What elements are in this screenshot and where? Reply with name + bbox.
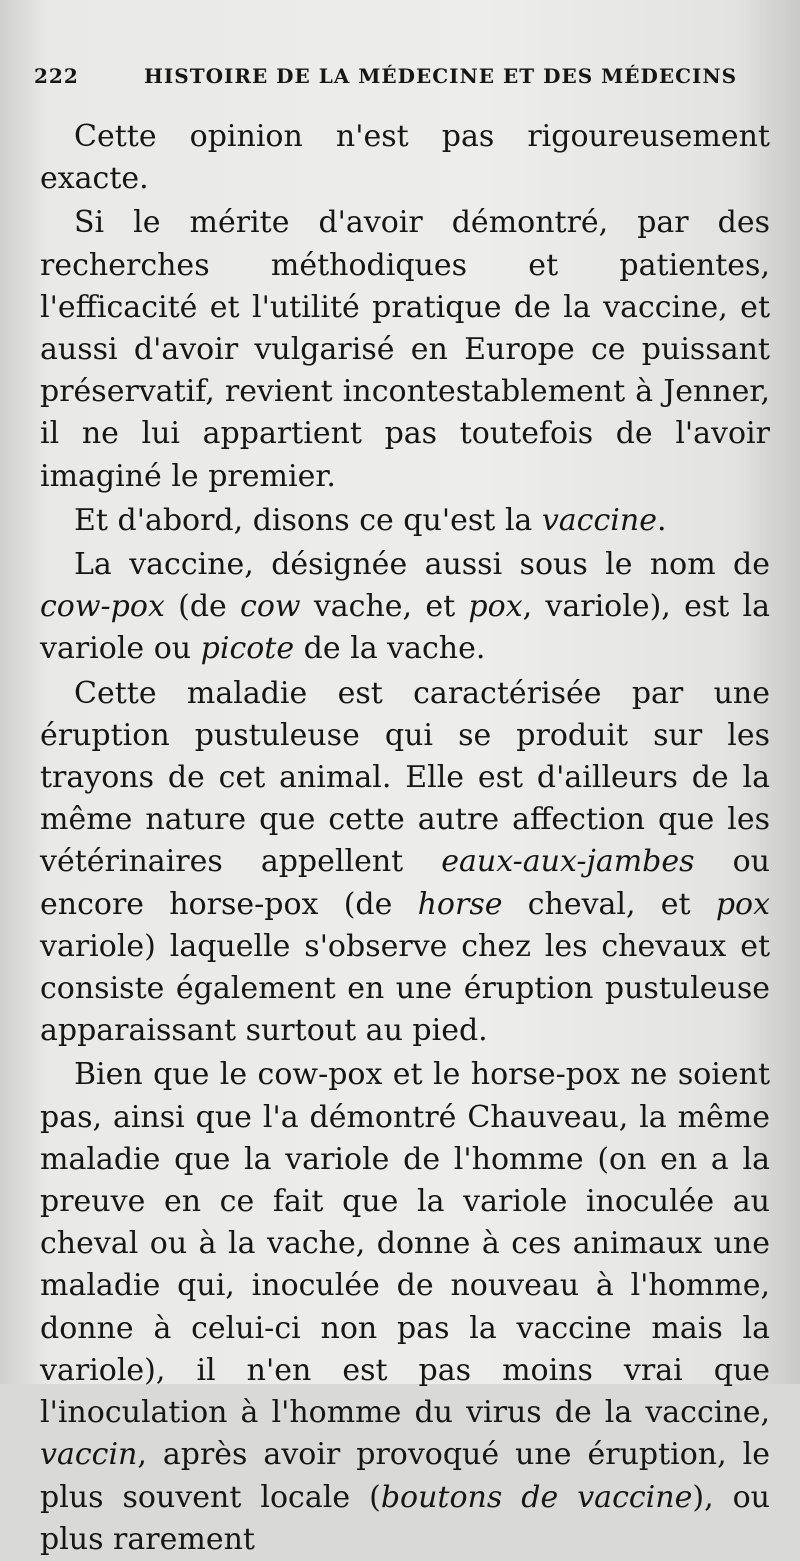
italic-term: cow-pox [40,589,165,625]
page-header [34,64,770,92]
text-run: La vaccine, désignée aussi sous le nom de [74,547,770,583]
running-head: HISTOIRE DE LA MÉDECINE ET DES MÉDECINS [144,64,738,88]
text-run: (de [164,589,241,625]
italic-term: vaccin [40,1437,138,1473]
page-number: 222 [34,64,79,88]
text-run: ), ou plus rarement [40,1479,770,1557]
text-run: Bien que le cow-pox et le horse-pox ne soient pas, ainsi que l'a démontré Chauveau, la même maladie que la variole de l'homme (on en a la preuve en ce fait que la variole inoculée au cheval ou à la vache, donne à ces animaux une maladie qui, inoculée de nouveau à l'homme, donne à celui-ci non pas la vaccine mais la variole), il n'en est pas moins vrai que l'inoculation à l'homme du virus de la vaccine, [40,1057,770,1431]
text-run: vache, et [300,589,469,625]
text-run: ou encore horse-pox (de [40,844,770,922]
italic-term: picote [200,631,295,667]
italic-term: boutons de vaccine [380,1479,693,1515]
text-run: , après avoir provoqué une éruption, le plus souvent locale ( [40,1437,770,1515]
text-run: de la vache. [294,631,486,667]
paragraph [40,202,770,497]
text-run: variole) laquelle s'observe chez les chevaux et consiste également en une éruption pustuleuse apparaissant surtout au pied. [40,928,770,1049]
text-run: Si le mérite d'avoir démontré, par des recherches méthodiques et patientes, l'efficacité et l'utilité pratique de la vaccine, et aussi d'avoir vulgarisé en Europe ce puissant préservatif, revient incontestablement à Jenner, il ne lui appartient pas toutefois de l'avoir imaginé le premier. [40,205,770,494]
text-run: , variole), est la variole ou [40,589,771,667]
italic-term: pox [715,886,771,922]
paragraph [40,116,770,200]
text-run: Cette opinion n'est pas rigoureusement exacte. [40,119,770,197]
text-run: . [656,502,667,538]
text-run: cheval, et [502,886,716,922]
paragraph [40,1054,770,1560]
paragraph [40,500,770,542]
italic-term: horse [417,886,503,922]
text-run: Cette maladie est caractérisée par une éruption pustuleuse qui se produit sur les trayons de cet animal. Elle est d'ailleurs de la même nature que cette autre affection que les vétérinaires appellent [40,675,770,880]
paragraph [40,544,770,671]
italic-term: pox [468,589,523,625]
text-run: Et d'abord, disons ce qu'est la [74,502,542,538]
italic-term: eaux-aux-jambes [441,844,695,880]
body-text [40,116,770,1561]
italic-term: vaccine [541,502,657,538]
paragraph [40,673,770,1053]
italic-term: cow [240,589,301,625]
